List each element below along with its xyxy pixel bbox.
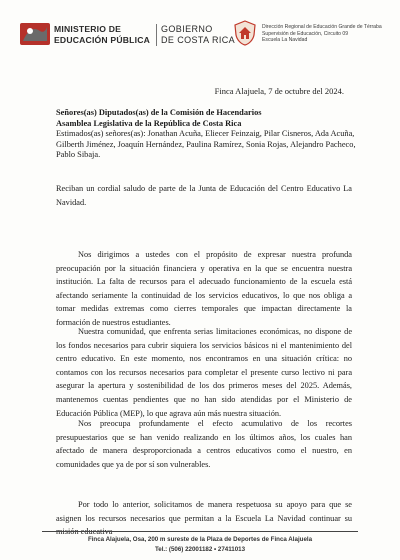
direction-line3: Escuela La Navidad <box>262 37 308 44</box>
letterhead <box>0 0 400 66</box>
school-direction <box>262 24 382 44</box>
paragraph-greeting: Reciban un cordial saludo de parte de la Junta de Educación del Centro Educativo La Navidad. <box>56 184 352 207</box>
paragraph-community: Nuestra comunidad, que enfrenta serias limitaciones económicas, no dispone de los fondos necesarios para cubrir siquiera los servicios básicos ni el mantenimiento del centro educativo. En este momento, nos encontramos en una situación crítica: no contamos con los recursos necesarios para completar el presente curso lectivo ni para asegurar la apertura y sostenibilidad de los dos primeros meses del 2025. Además, mantenemos cuentas pendientes que no han sido atendidas por el Ministerio de Educación Pública (MEP), lo que agrava aún más nuestra situación. <box>56 327 352 418</box>
letter-date: Finca Alajuela, 7 de octubre del 2024. <box>214 86 344 96</box>
government-line2: DE COSTA RICA <box>161 34 236 45</box>
ministry-line2: EDUCACIÓN PÚBLICA <box>54 34 151 45</box>
recipient-block <box>56 108 356 161</box>
recipient-line3: Estimados(as) señores(as): Jonathan Acuña, Eliecer Feinzaig, Pilar Cisneros, Ada Acuña, Gilberth Jiménez, Joaquín Hernández, Paulina Ramírez, Sonia Rojas, Alejandro Pacheco, Pablo Sibaja. <box>56 129 356 160</box>
government-name <box>161 24 235 45</box>
ministry-line1: MINISTERIO DE <box>54 24 122 34</box>
direction-line1: Dirección Regional de Educación Grande de Térraba <box>262 24 382 30</box>
recipient-line1: Señores(as) Diputados(as) de la Comisión de Hacendarios <box>56 108 262 117</box>
header-divider <box>156 24 157 46</box>
footer-phone: Tel.: (506) 22001182 • 27411013 <box>154 546 246 553</box>
paragraph-request: Por todo lo anterior, solicitamos de manera respetuosa su apoyo para que se asignen los recursos necesarios que permitan a la Escuela La Navidad continuar su <box>56 500 352 523</box>
mep-logo-icon <box>20 23 50 45</box>
ministry-name <box>54 24 150 45</box>
government-line1: GOBIERNO <box>161 24 213 34</box>
direction-line2: Supervisión de Educación, Circuito 09 <box>262 30 349 37</box>
recipient-line2: Asamblea Legislativa de la República de Costa Rica <box>56 118 242 128</box>
footer-address: Finca Alajuela, Osa, 200 m sureste de la Plaza de Deportes de Finca Alajuela <box>87 536 313 543</box>
paragraph-budget-cuts: Nos preocupa profundamente el efecto acumulativo de los recortes presupuestarios que se han venido realizando en los últimos años, los cuales han afectado de manera desproporcionada a centros educativos como el nuestro, en comunidades que ya de por sí son vulnerables. <box>56 419 352 469</box>
footer-divider <box>42 531 358 532</box>
paragraph-concern: Nos dirigimos a ustedes con el propósito de expresar nuestra profunda preocupación por la situación financiera y operativa en la que se encuentra nuestra institución. La falta de recursos para el adecuado funcionamiento de la escuela está afectando seriamente la continuidad de los servicios educativos, lo que nos obliga a tomar medidas extremas como cierres temporales que impactan directamente la formación de nuestros estudiantes. <box>56 250 352 327</box>
school-seal-icon <box>234 20 256 46</box>
